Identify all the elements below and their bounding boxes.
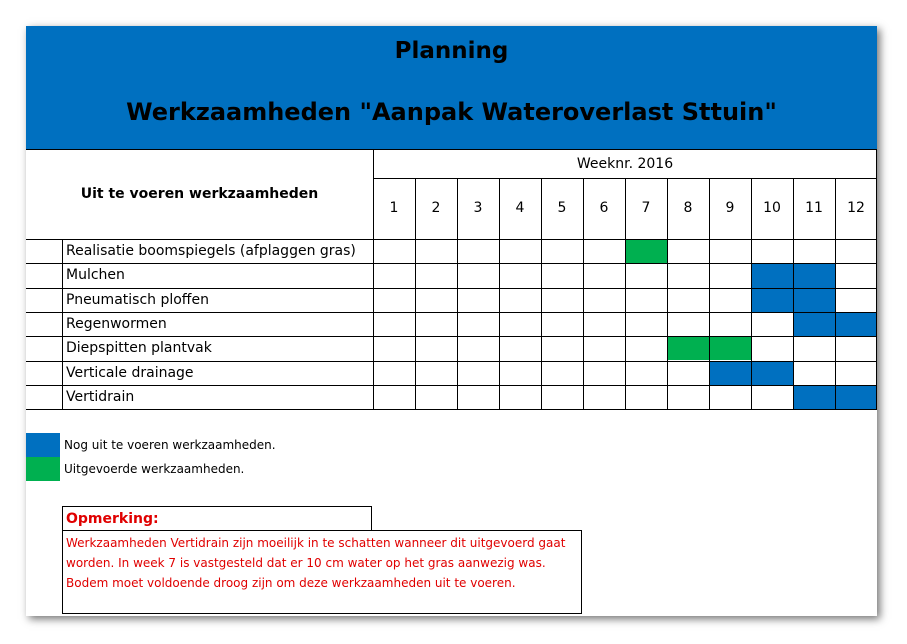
done-week-cell [709, 336, 751, 360]
planned-week-cell [751, 263, 793, 287]
done-week-cell [625, 239, 667, 263]
planned-week-cell [793, 385, 835, 409]
grid-line [667, 178, 668, 409]
grid-line [876, 150, 877, 409]
task-label: Realisatie boomspiegels (afplaggen gras) [66, 243, 356, 259]
week-number-cell: 10 [763, 200, 781, 216]
week-number-cell: 2 [431, 200, 441, 216]
task-label: Verticale drainage [66, 364, 194, 381]
remark-line: Bodem moet voldoende droog zijn om deze werkzaamheden uit te voeren. [66, 576, 516, 590]
task-label: Regenwormen [66, 315, 167, 332]
grid-line [499, 178, 500, 409]
legend-done-label: Uitgevoerde werkzaamheden. [64, 462, 245, 476]
remark-line: Werkzaamheden Vertidrain zijn moeilijk in te schatten wanneer dit uitgevoerd gaat [66, 536, 566, 550]
week-number-cell: 8 [683, 200, 693, 216]
week-number-cell: 4 [515, 200, 525, 216]
week-number-cell: 9 [725, 200, 735, 216]
grid-line [709, 178, 710, 409]
grid-line [835, 178, 836, 409]
task-label: Pneumatisch ploffen [66, 291, 209, 308]
done-week-cell [667, 336, 709, 360]
grid-line [625, 178, 626, 409]
legend-done-swatch [26, 457, 60, 481]
week-number-cell: 1 [389, 200, 399, 216]
week-number-cell: 3 [473, 200, 483, 216]
spreadsheet-sheet [26, 26, 877, 616]
task-label: Mulchen [66, 267, 125, 284]
remark-line: worden. In week 7 is vastgesteld dat er 10 cm water op het gras aanwezig was. [66, 556, 546, 570]
grid-line [583, 178, 584, 409]
page-subtitle: Werkzaamheden "Aanpak Wateroverlast Sttuin" [126, 98, 777, 126]
planned-week-cell [835, 312, 877, 336]
week-number-cell: 7 [641, 200, 651, 216]
task-column-header: Uit te voeren werkzaamheden [80, 186, 319, 202]
planned-week-cell [751, 361, 793, 385]
task-label: Diepspitten plantvak [66, 340, 212, 357]
legend-planned-label: Nog uit te voeren werkzaamheden. [64, 438, 276, 452]
planned-week-cell [793, 312, 835, 336]
grid-line [26, 361, 877, 362]
planned-week-cell [835, 385, 877, 409]
grid-line [415, 178, 416, 409]
grid-line [26, 239, 877, 240]
planned-week-cell [793, 263, 835, 287]
week-number-cell: 5 [557, 200, 567, 216]
grid-line [26, 336, 877, 337]
grid-line [26, 288, 877, 289]
task-label: Vertidrain [66, 388, 135, 405]
grid-line [26, 312, 877, 313]
grid-line [373, 150, 374, 409]
remark-title: Opmerking: [62, 506, 372, 530]
grid-line [62, 239, 63, 409]
remark-body [62, 530, 582, 614]
week-number-cell: 12 [847, 200, 865, 216]
header-banner [26, 26, 877, 150]
grid-line [751, 178, 752, 409]
grid-line [457, 178, 458, 409]
week-column-header: Weeknr. 2016 [576, 156, 674, 172]
week-number-cell: 6 [599, 200, 609, 216]
grid-line [26, 385, 877, 386]
planned-week-cell [709, 361, 751, 385]
grid-line [26, 409, 877, 410]
grid-line [541, 178, 542, 409]
planned-week-cell [751, 288, 793, 312]
week-number-cell: 11 [805, 200, 823, 216]
page-title: Planning [394, 38, 509, 64]
grid-line [793, 178, 794, 409]
legend-planned-swatch [26, 433, 60, 457]
grid-line [26, 263, 877, 264]
planned-week-cell [793, 288, 835, 312]
